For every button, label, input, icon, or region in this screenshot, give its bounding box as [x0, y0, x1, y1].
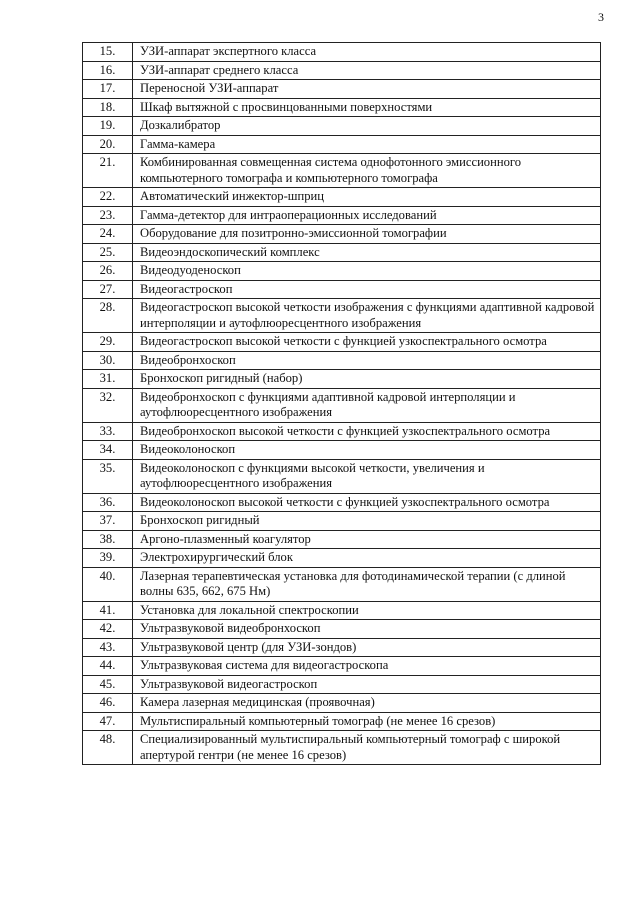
table-row: [83, 135, 601, 154]
row-number: 38.: [83, 530, 133, 549]
equipment-name: Гамма-детектор для интраоперационных исследований: [133, 206, 601, 225]
table-row: [83, 43, 601, 62]
row-number: 28.: [83, 299, 133, 333]
table-row: [83, 299, 601, 333]
table-row: [83, 351, 601, 370]
row-number: 27.: [83, 280, 133, 299]
equipment-name: Переносной УЗИ-аппарат: [133, 80, 601, 99]
equipment-name: Мультиспиральный компьютерный томограф (не менее 16 срезов): [133, 712, 601, 731]
table-row: [83, 675, 601, 694]
row-number: 32.: [83, 388, 133, 422]
equipment-name: Видеоколоноскоп высокой четкости с функцией узкоспектрального осмотра: [133, 493, 601, 512]
row-number: 18.: [83, 98, 133, 117]
row-number: 33.: [83, 422, 133, 441]
row-number: 37.: [83, 512, 133, 531]
row-number: 29.: [83, 333, 133, 352]
equipment-name: Ультразвуковой центр (для УЗИ-зондов): [133, 638, 601, 657]
equipment-name: УЗИ-аппарат среднего класса: [133, 61, 601, 80]
row-number: 41.: [83, 601, 133, 620]
row-number: 25.: [83, 243, 133, 262]
equipment-name: Видеогастроскоп высокой четкости изображения с функциями адаптивной кадровой интерполяции и аутофлюоресцентного изображения: [133, 299, 601, 333]
row-number: 34.: [83, 441, 133, 460]
equipment-name: Гамма-камера: [133, 135, 601, 154]
equipment-name: Видеодуоденоскоп: [133, 262, 601, 281]
row-number: 24.: [83, 225, 133, 244]
table-row: [83, 712, 601, 731]
table-row: [83, 422, 601, 441]
row-number: 23.: [83, 206, 133, 225]
row-number: 17.: [83, 80, 133, 99]
row-number: 26.: [83, 262, 133, 281]
equipment-name: Видеобронхоскоп: [133, 351, 601, 370]
table-row: [83, 388, 601, 422]
table-row: [83, 601, 601, 620]
equipment-name: Оборудование для позитронно-эмиссионной томографии: [133, 225, 601, 244]
row-number: 21.: [83, 154, 133, 188]
table-row: [83, 225, 601, 244]
row-number: 48.: [83, 731, 133, 765]
equipment-name: Ультразвуковой видеобронхоскоп: [133, 620, 601, 639]
table-row: [83, 567, 601, 601]
row-number: 15.: [83, 43, 133, 62]
equipment-name: УЗИ-аппарат экспертного класса: [133, 43, 601, 62]
row-number: 36.: [83, 493, 133, 512]
table-row: [83, 493, 601, 512]
row-number: 22.: [83, 188, 133, 207]
equipment-name: Видеогастроскоп: [133, 280, 601, 299]
table-row: [83, 117, 601, 136]
equipment-name: Лазерная терапевтическая установка для фотодинамической терапии (с длиной волны 635, 662, 675 Нм): [133, 567, 601, 601]
table-row: [83, 370, 601, 389]
equipment-name: Видеоколоноскоп: [133, 441, 601, 460]
equipment-name: Установка для локальной спектроскопии: [133, 601, 601, 620]
row-number: 40.: [83, 567, 133, 601]
row-number: 20.: [83, 135, 133, 154]
table-row: [83, 333, 601, 352]
row-number: 44.: [83, 657, 133, 676]
table-row: [83, 243, 601, 262]
table-row: [83, 694, 601, 713]
equipment-name: Специализированный мультиспиральный компьютерный томограф с широкой апертурой гентри (не менее 16 срезов): [133, 731, 601, 765]
equipment-name: Комбинированная совмещенная система однофотонного эмиссионного компьютерного томографа и компьютерного томографа: [133, 154, 601, 188]
row-number: 46.: [83, 694, 133, 713]
equipment-name: Шкаф вытяжной с просвинцованными поверхностями: [133, 98, 601, 117]
table-row: [83, 530, 601, 549]
table-row: [83, 441, 601, 460]
equipment-name: Видеоэндоскопический комплекс: [133, 243, 601, 262]
table-row: [83, 280, 601, 299]
row-number: 16.: [83, 61, 133, 80]
equipment-name: Видеобронхоскоп с функциями адаптивной кадровой интерполяции и аутофлюоресцентного изображения: [133, 388, 601, 422]
equipment-name: Бронхоскоп ригидный (набор): [133, 370, 601, 389]
table-row: [83, 80, 601, 99]
equipment-name: Дозкалибратор: [133, 117, 601, 136]
page-number: 3: [598, 10, 604, 24]
table-row: [83, 188, 601, 207]
equipment-table-body: [83, 43, 601, 765]
table-row: [83, 459, 601, 493]
table-row: [83, 154, 601, 188]
row-number: 31.: [83, 370, 133, 389]
table-row: [83, 620, 601, 639]
equipment-name: Видеогастроскоп высокой четкости с функцией узкоспектрального осмотра: [133, 333, 601, 352]
row-number: 30.: [83, 351, 133, 370]
table-row: [83, 549, 601, 568]
equipment-name: Электрохирургический блок: [133, 549, 601, 568]
row-number: 47.: [83, 712, 133, 731]
equipment-name: Ультразвуковая система для видеогастроскопа: [133, 657, 601, 676]
table-row: [83, 206, 601, 225]
equipment-table-container: [82, 42, 600, 765]
row-number: 43.: [83, 638, 133, 657]
table-row: [83, 512, 601, 531]
row-number: 42.: [83, 620, 133, 639]
equipment-name: Видеобронхоскоп высокой четкости с функцией узкоспектрального осмотра: [133, 422, 601, 441]
equipment-table: [82, 42, 601, 765]
row-number: 19.: [83, 117, 133, 136]
table-row: [83, 638, 601, 657]
table-row: [83, 262, 601, 281]
table-row: [83, 61, 601, 80]
equipment-name: Автоматический инжектор-шприц: [133, 188, 601, 207]
equipment-name: Ультразвуковой видеогастроскоп: [133, 675, 601, 694]
table-row: [83, 657, 601, 676]
row-number: 39.: [83, 549, 133, 568]
row-number: 35.: [83, 459, 133, 493]
table-row: [83, 731, 601, 765]
equipment-name: Видеоколоноскоп с функциями высокой четкости, увеличения и аутофлюоресцентного изображения: [133, 459, 601, 493]
row-number: 45.: [83, 675, 133, 694]
equipment-name: Аргоно-плазменный коагулятор: [133, 530, 601, 549]
table-row: [83, 98, 601, 117]
equipment-name: Бронхоскоп ригидный: [133, 512, 601, 531]
equipment-name: Камера лазерная медицинская (проявочная): [133, 694, 601, 713]
